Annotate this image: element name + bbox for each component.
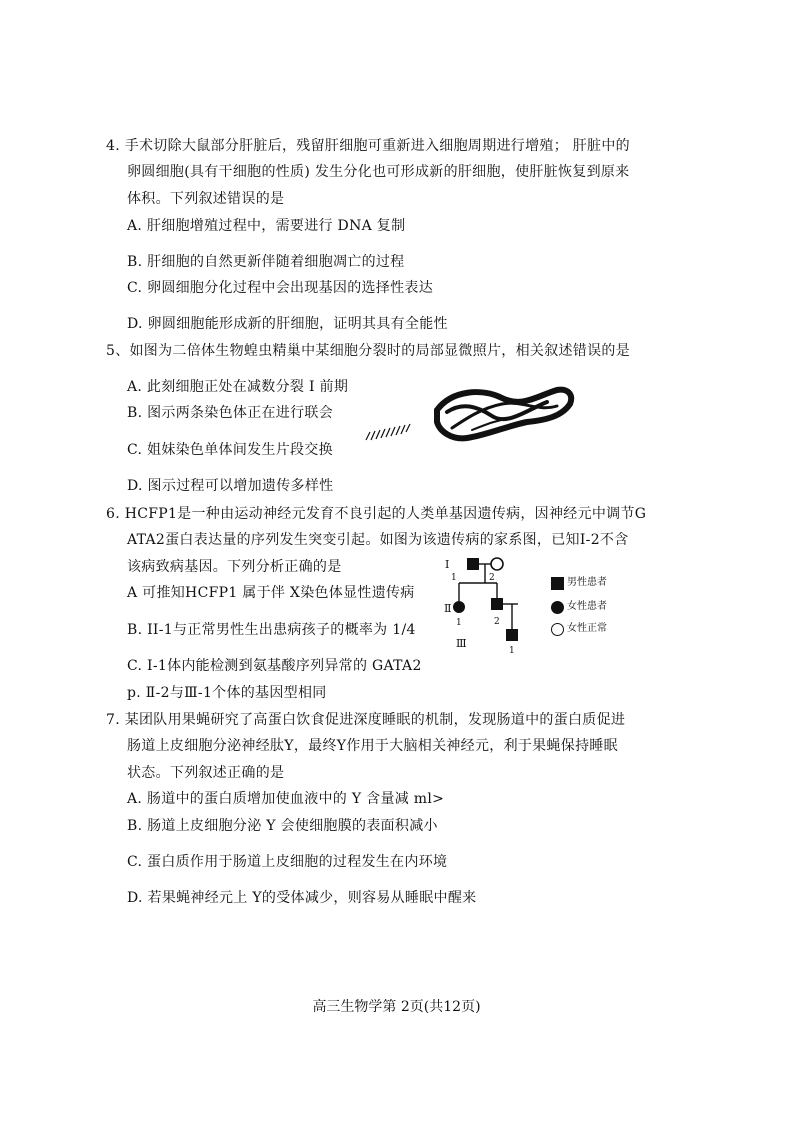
- q4-stem-line-1: 4. 手术切除大鼠部分肝脏后，残留肝细胞可重新进入细胞周期进行增殖； 肝脏中的: [106, 138, 630, 154]
- page-footer: 高三生物学第 2页(共12页): [312, 999, 481, 1015]
- q5-option-b: B. 图示两条染色体正在进行联会: [127, 405, 333, 421]
- q4-option-b: B. 肝细胞的自然更新伴随着细胞凋亡的过程: [127, 254, 405, 270]
- q4-option-c: C. 卵圆细胞分化过程中会出现基因的选择性表达: [127, 280, 434, 296]
- q7-option-b: B. 肠道上皮细胞分泌 Y 会使细胞膜的表面积减小: [127, 818, 438, 834]
- q6-stem-line-2: ATA2蛋白表达量的序列发生突变引起。如图为该遗传病的家系图，已知I-2不含: [127, 532, 629, 548]
- filled-circle-icon: [551, 601, 564, 614]
- q6-option-d: p. Ⅱ-2与Ⅲ-1个体的基因型相同: [127, 685, 327, 701]
- label-iii1: 1: [509, 646, 515, 656]
- label-i2: 2: [489, 573, 495, 583]
- gen-label-i: I: [445, 558, 450, 571]
- q5-option-a: A. 此刻细胞正处在减数分裂 I 前期: [127, 379, 349, 395]
- q7-option-d: D. 若果蝇神经元上 Y的受体减少，则容易从睡眠中醒来: [127, 890, 477, 906]
- chromosome-micrograph: [362, 380, 577, 448]
- individual-ii2-affected-male: [491, 598, 503, 610]
- gen-label-iii: Ⅲ: [456, 637, 467, 650]
- q6-option-b: B. II-1与正常男性生出患病孩子的概率为 1/4: [127, 622, 416, 638]
- q5-option-c: C. 姐妹染色单体间发生片段交换: [127, 442, 333, 458]
- individual-iii1-affected-male: [506, 629, 518, 641]
- q6-option-c: C. I-1体内能检测到氨基酸序列异常的 GATA2: [127, 658, 422, 674]
- q7-stem-line-1: 7. 某团队用果蝇研究了高蛋白饮食促进深度睡眠的机制，发现肠道中的蛋白质促进: [106, 712, 626, 728]
- pedigree-legend: [551, 572, 631, 642]
- q7-stem-line-2: 肠道上皮细胞分泌神经肽Y，最终Y作用于大脑相关神经元，利于果蝇保持睡眠: [127, 738, 618, 754]
- q7-stem-line-3: 状态。下列叙述正确的是: [127, 765, 285, 781]
- gen-label-ii: Ⅱ: [444, 602, 452, 615]
- legend-affected-female: 女性患者: [551, 600, 607, 618]
- legend-affected-male: 男性患者: [551, 576, 607, 594]
- individual-ii1-affected-female: [453, 601, 465, 613]
- legend-normal-female: 女性正常: [551, 622, 607, 640]
- q4-stem-line-2: 卵圆细胞(具有干细胞的性质) 发生分化也可形成新的肝细胞，使肝脏恢复到原来: [127, 164, 630, 180]
- label-i1: 1: [451, 573, 457, 583]
- q5-option-d: D. 图示过程可以增加遗传多样性: [127, 478, 334, 494]
- individual-i1-affected-male: [467, 558, 479, 570]
- filled-square-icon: [551, 577, 564, 590]
- label-ii1: 1: [456, 618, 462, 628]
- open-circle-icon: [551, 623, 564, 636]
- q4-option-d: D. 卵圆细胞能形成新的肝细胞，证明其具有全能性: [127, 316, 448, 332]
- q6-stem-line-1: 6. HCFP1是一种由运动神经元发育不良引起的人类单基因遗传病，因神经元中调节G: [106, 506, 647, 522]
- q6-stem-line-3: 该病致病基因。下列分析正确的是: [127, 559, 342, 575]
- q5-stem: 5、如图为二倍体生物蝗虫精巢中某细胞分裂时的局部显微照片，相关叙述错误的是: [106, 343, 631, 359]
- q4-stem-line-3: 体积。下列叙述错误的是: [127, 191, 285, 207]
- q7-option-a: A. 肠道中的蛋白质增加使血液中的 Y 含量减 ml>: [127, 791, 445, 807]
- q7-option-c: C. 蛋白质作用于肠道上皮细胞的过程发生在内环境: [127, 854, 448, 870]
- label-ii2: 2: [494, 617, 500, 627]
- q6-option-a: A 可推知HCFP1 属于伴 X染色体显性遗传病: [127, 585, 415, 601]
- q4-option-a: A. 肝细胞增殖过程中，需要进行 DNA 复制: [127, 218, 406, 234]
- individual-i2-normal-female: [491, 558, 503, 570]
